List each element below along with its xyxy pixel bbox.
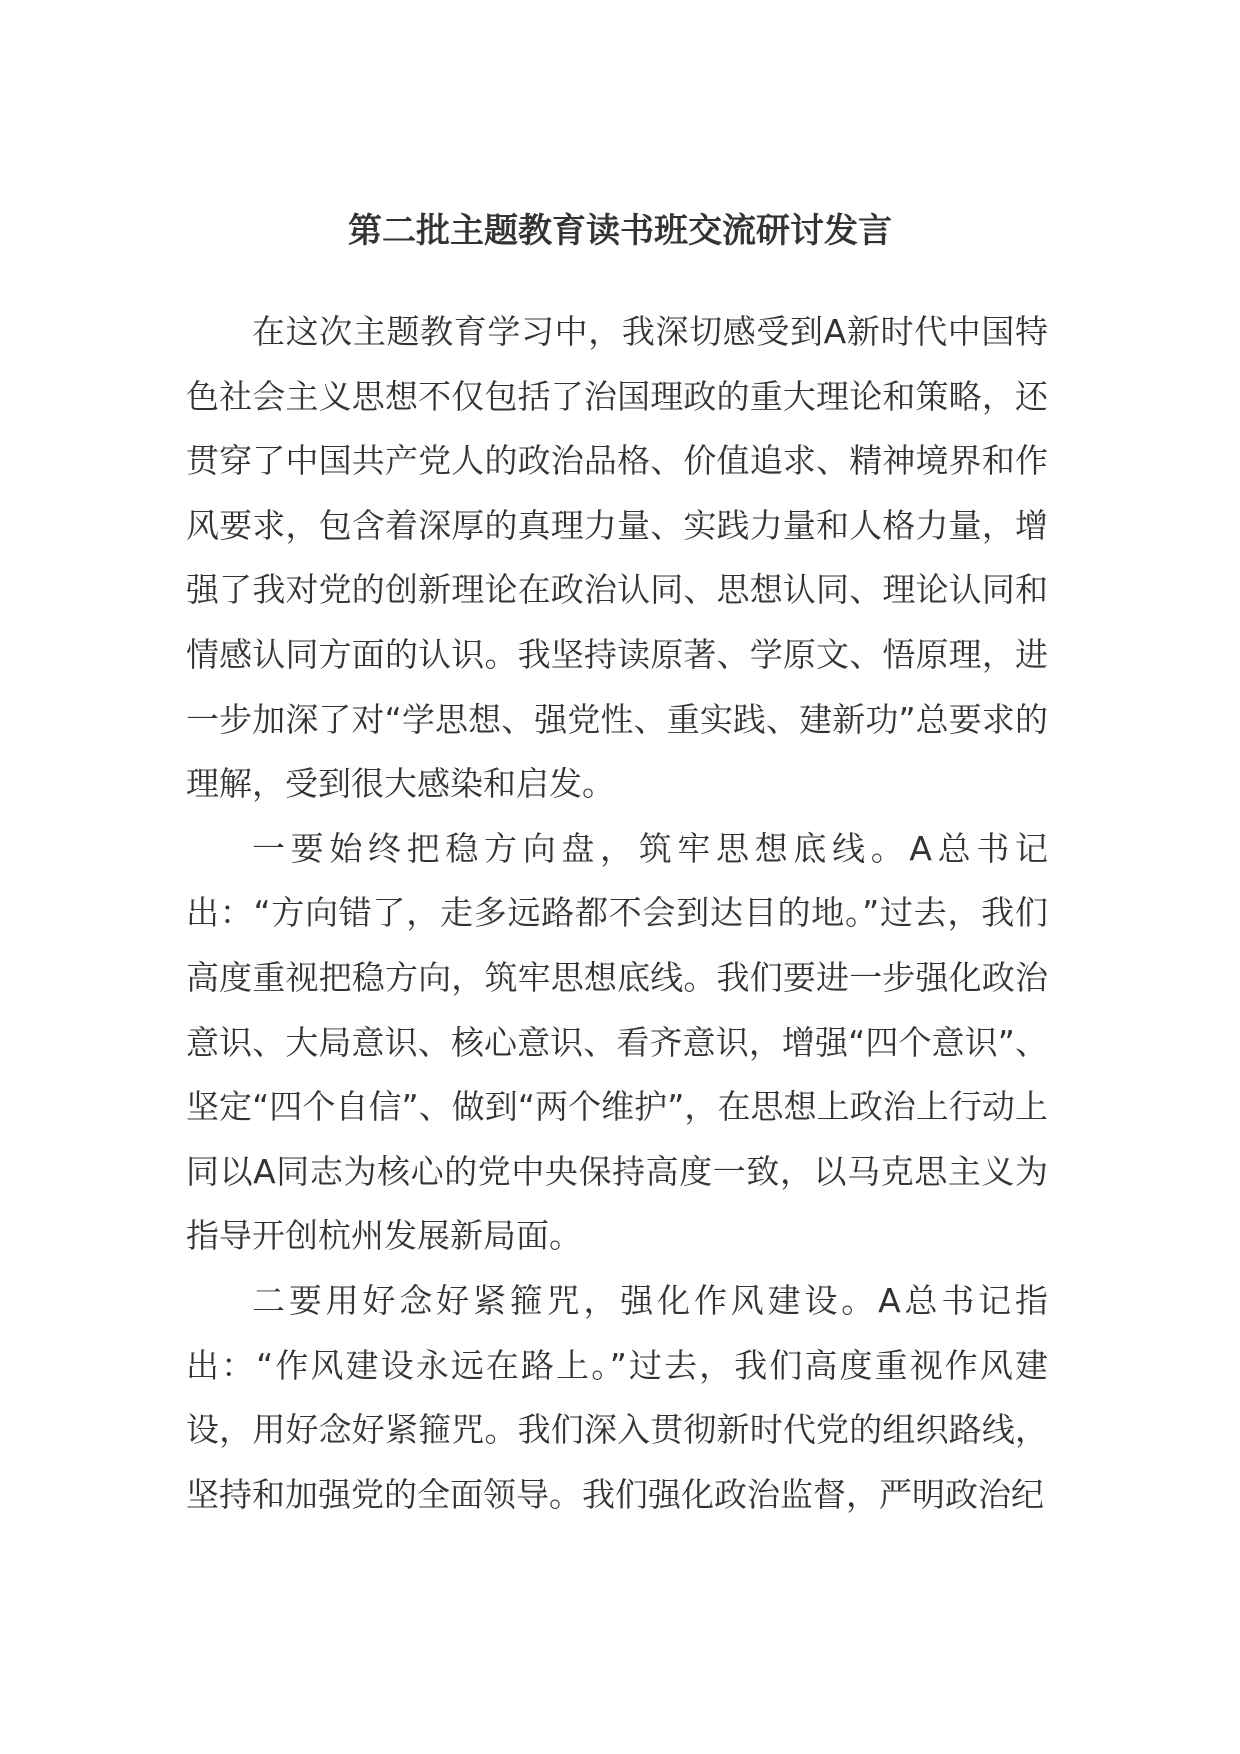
paragraph-intro: 在这次主题教育学习中，我深切感受到A新时代中国特色社会主义思想不仅包括了治国理政的重大理论和策略，还贯穿了中国共产党人的政治品格、价值追求、精神境界和作风要求，包含着深厚的真理力量、实践力量和人格力量，增强了我对党的创新理论在政治认同、思想认同、理论认同和情感认同方面的认识。我坚持读原著、学原文、悟原理，进一步加深了对“学思想、强党性、重实践、建新功”总要求的理解，受到很大感染和启发。: [186, 312, 1048, 804]
document-title: 第二批主题教育读书班交流研讨发言: [348, 211, 892, 251]
document-body: [186, 300, 1048, 1527]
paragraph-point-one: 一要始终把稳方向盘，筑牢思想底线。A总书记出：“方向错了，走多远路都不会到达目的地。”过去，我们高度重视把稳方向，筑牢思想底线。我们要进一步强化政治意识、大局意识、核心意识、看齐意识，增强“四个意识”、坚定“四个自信”、做到“两个维护”，在思想上政治上行动上同以A同志为核心的党中央保持高度一致，以马克思主义为指导开创杭州发展新局面。: [186, 828, 1048, 1256]
paragraph-point-two: 二要用好念好紧箍咒，强化作风建设。A总书记指出：“作风建设永远在路上。”过去，我们高度重视作风建设，用好念好紧箍咒。我们深入贯彻新时代党的组织路线，坚持和加强党的全面领导。我们强化政治监督，严明政治纪: [186, 1280, 1048, 1514]
